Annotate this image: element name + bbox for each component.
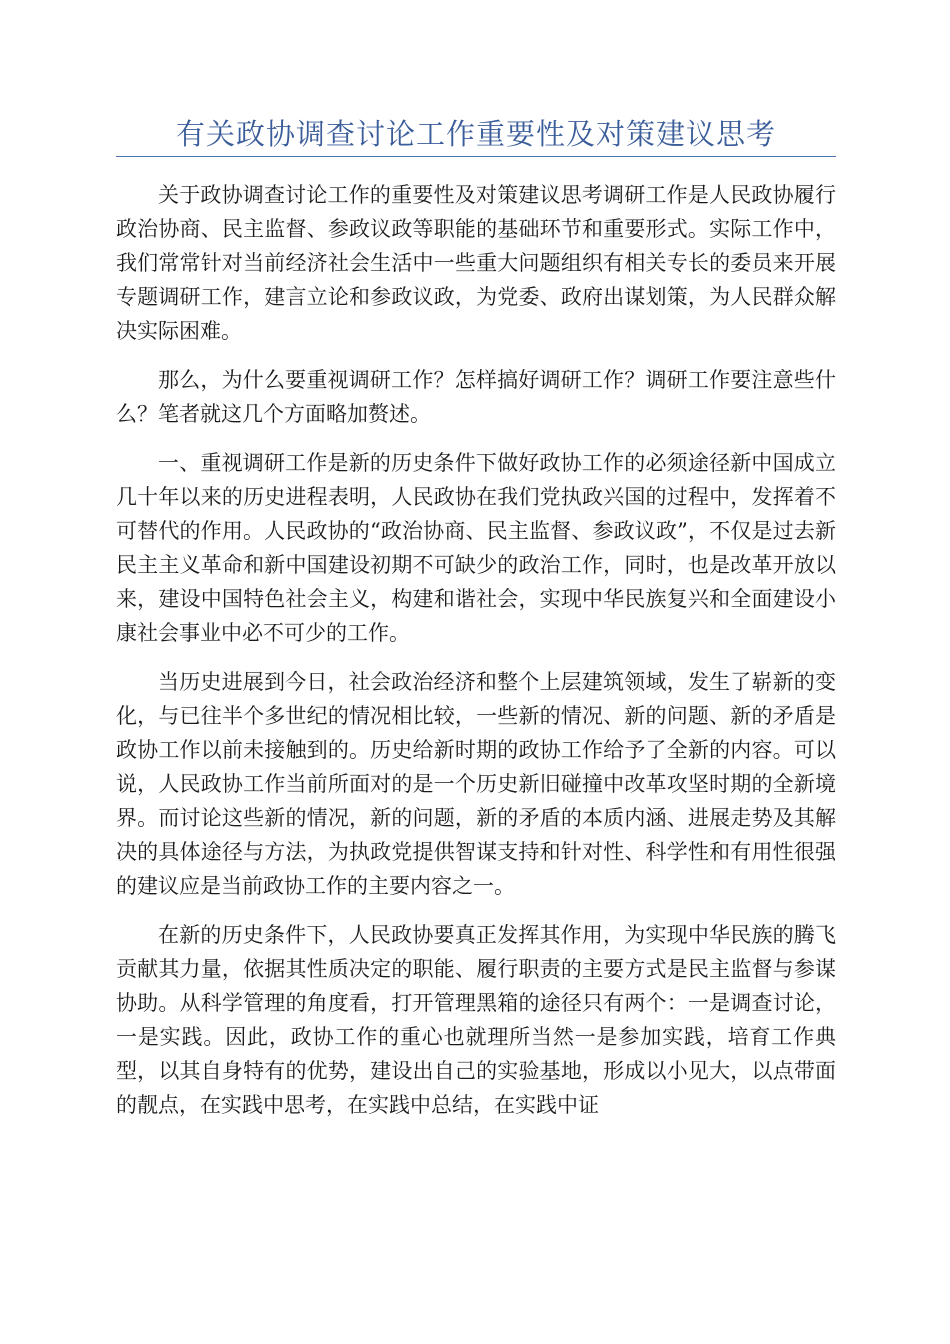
document-title: 有关政协调查讨论工作重要性及对策建议思考 [175, 117, 776, 151]
paragraph-3: 一、重视调研工作是新的历史条件下做好政协工作的必须途径新中国成立几十年以来的历史进程表明，人民政协在我们党执政兴国的过程中，发挥着不可替代的作用。人民政协的“政治协商、民主监督、参政议政”，不仅是过去新民主主义革命和新中国建设初期不可缺少的政治工作，同时，也是改革开放以来，建设中国特色社会主义，构建和谐社会，实现中华民族复兴和全面建设小康社会事业中必不可少的工作。 [116, 451, 836, 645]
document-body [116, 178, 836, 1137]
paragraph-5: 在新的历史条件下，人民政协要真正发挥其作用，为实现中华民族的腾飞贡献其力量，依据其性质决定的职能、履行职责的主要方式是民主监督与参谋协助。从科学管理的角度看，打开管理黑箱的途径只有两个：一是调查讨论，一是实践。因此，政协工作的重心也就理所当然一是参加实践，培育工作典型，以其自身特有的优势，建设出自己的实验基地，形成以小见大，以点带面的靓点，在实践中思考，在实践中总结，在实践中证 [116, 923, 836, 1117]
paragraph-1: 关于政协调查讨论工作的重要性及对策建议思考调研工作是人民政协履行政治协商、民主监督、参政议政等职能的基础环节和重要形式。实际工作中，我们常常针对当前经济社会生活中一些重大问题组织有相关专长的委员来开展专题调研工作，建言立论和参政议政，为党委、政府出谋划策，为人民群众解决实际困难。 [116, 183, 836, 343]
paragraph-4: 当历史进展到今日，社会政治经济和整个上层建筑领域，发生了崭新的变化，与已往半个多世纪的情况相比较，一些新的情况、新的问题、新的矛盾是政协工作以前未接触到的。历史给新时期的政协工作给予了全新的内容。可以说，人民政协工作当前所面对的是一个历史新旧碰撞中改革攻坚时期的全新境界。而讨论这些新的情况，新的问题，新的矛盾的本质内涵、进展走势及其解决的具体途径与方法，为执政党提供智谋支持和针对性、科学性和有用性很强的建议应是当前政协工作的主要内容之一。 [116, 670, 836, 898]
title-underline [116, 156, 836, 157]
paragraph-2: 那么，为什么要重视调研工作？怎样搞好调研工作？调研工作要注意些什么？笔者就这几个方面略加赘述。 [116, 368, 836, 426]
